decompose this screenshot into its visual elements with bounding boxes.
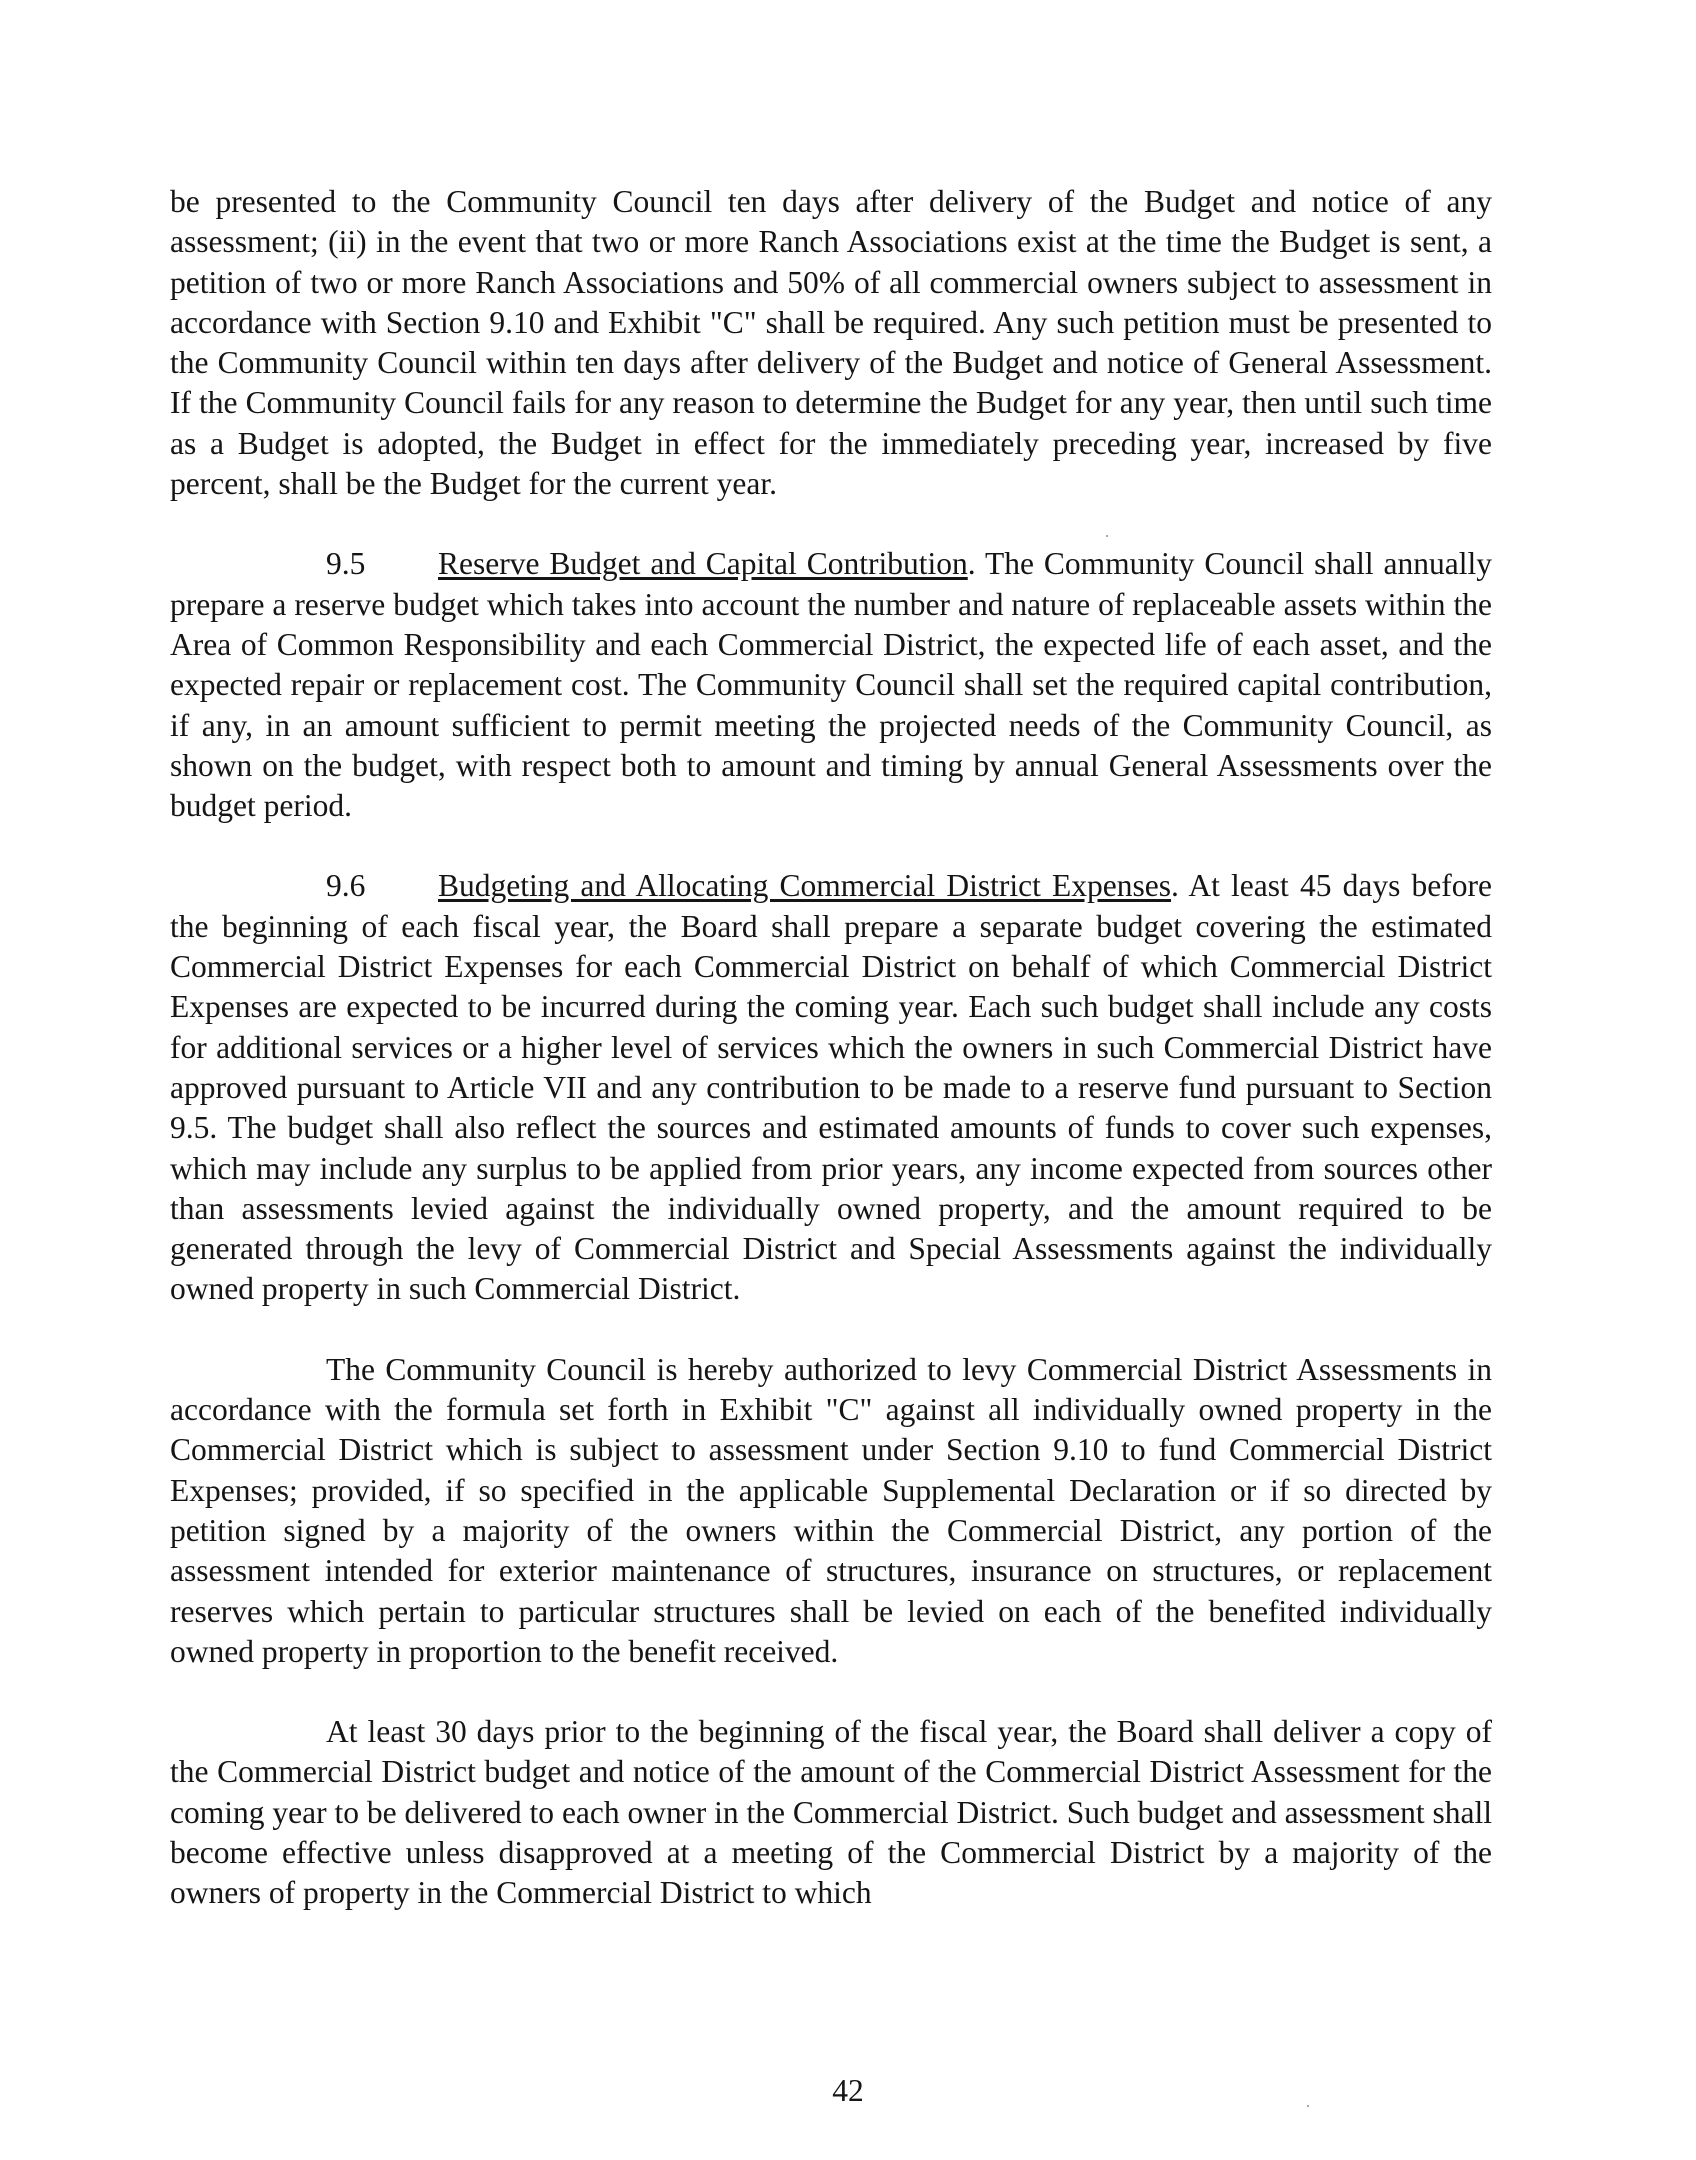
delivery-paragraph-text: At least 30 days prior to the beginning of the fiscal year, the Board shall deliver a copy of the Commercial District budget and notice of the amount of the Commercial District Assessment for the coming year to be delivered to each owner in the Commercial District. Such budget and assessment shall become effective unless disapproved at a meeting of the Commercial District by a majority of the owners of property in the Commercial District to which	[170, 1714, 1492, 1911]
section-9-5-text: . The Community Council shall annually prepare a reserve budget which takes into account the number and nature of replaceable assets within the Area of Common Responsibility and each Commercial District, the expected life of each asset, and the expected repair or replacement cost. The Community Council shall set the required capital contribution, if any, in an amount sufficient to permit meeting the projected needs of the Community Council, as shown on the budget, with respect both to amount and timing by annual General Assessments over the budget period.	[170, 546, 1492, 824]
page-number: 42	[832, 2073, 864, 2108]
section-9-6-text: . At least 45 days before the beginning of each fiscal year, the Board shall prepare a separate budget covering the estimated Commercial District Expenses for each Commercial District on behalf of which Commercial District Expenses are expected to be incurred during the coming year. Each such budget shall include any costs for additional services or a higher level of services which the owners in such Commercial District have approved pursuant to Article VII and any contribution to be made to a reserve fund pursuant to Section 9.5. The budget shall also reflect the sources and estimated amounts of funds to cover such expenses, which may include any surplus to be applied from prior years, any income expected from sources other than assessments levied against the individually owned property, and the amount required to be generated through the levy of Commercial District and Special Assessments against the individually owned property in such Commercial District.	[170, 868, 1492, 1307]
levy-paragraph-text: The Community Council is hereby authorized to levy Commercial District Assessments in accordance with the formula set forth in Exhibit "C" against all individually owned property in the Commercial District which is subject to assessment under Section 9.10 to fund Commercial District Expenses; provided, if so specified in the applicable Supplemental Declaration or if so directed by petition signed by a majority of the owners within the Commercial District, any portion of the assessment intended for exterior maintenance of structures, insurance on structures, or replacement reserves which pertain to particular structures shall be levied on each of the benefited individually owned property in proportion to the benefit received.	[170, 1351, 1492, 1669]
document-body	[170, 182, 1492, 1954]
section-9-6-number: 9.6	[326, 868, 366, 904]
section-9-5-paragraph	[170, 544, 1492, 826]
section-9-5-number: 9.5	[326, 546, 366, 582]
scan-speck	[1106, 535, 1108, 537]
continuation-paragraph-text: be presented to the Community Council ten days after delivery of the Budget and notice of any assessment; (ii) in the event that two or more Ranch Associations exist at the time the Budget is sent, a petition of two or more Ranch Associations and 50% of all commercial owners subject to assessment in accordance with Section 9.10 and Exhibit "C" shall be required. Any such petition must be presented to the Community Council within ten days after delivery of the Budget and notice of General Assessment. If the Community Council fails for any reason to determine the Budget for any year, then until such time as a Budget is adopted, the Budget in effect for the immediately preceding year, increased by five percent, shall be the Budget for the current year.	[170, 184, 1492, 502]
scan-speck	[1307, 2105, 1309, 2107]
delivery-paragraph	[170, 1712, 1492, 1913]
levy-paragraph	[170, 1350, 1492, 1672]
section-9-6-paragraph	[170, 866, 1492, 1309]
section-9-5-heading: Reserve Budget and Capital Contribution	[438, 546, 968, 582]
section-9-6-heading: Budgeting and Allocating Commercial District Expenses	[438, 868, 1172, 904]
continuation-paragraph	[170, 182, 1492, 504]
